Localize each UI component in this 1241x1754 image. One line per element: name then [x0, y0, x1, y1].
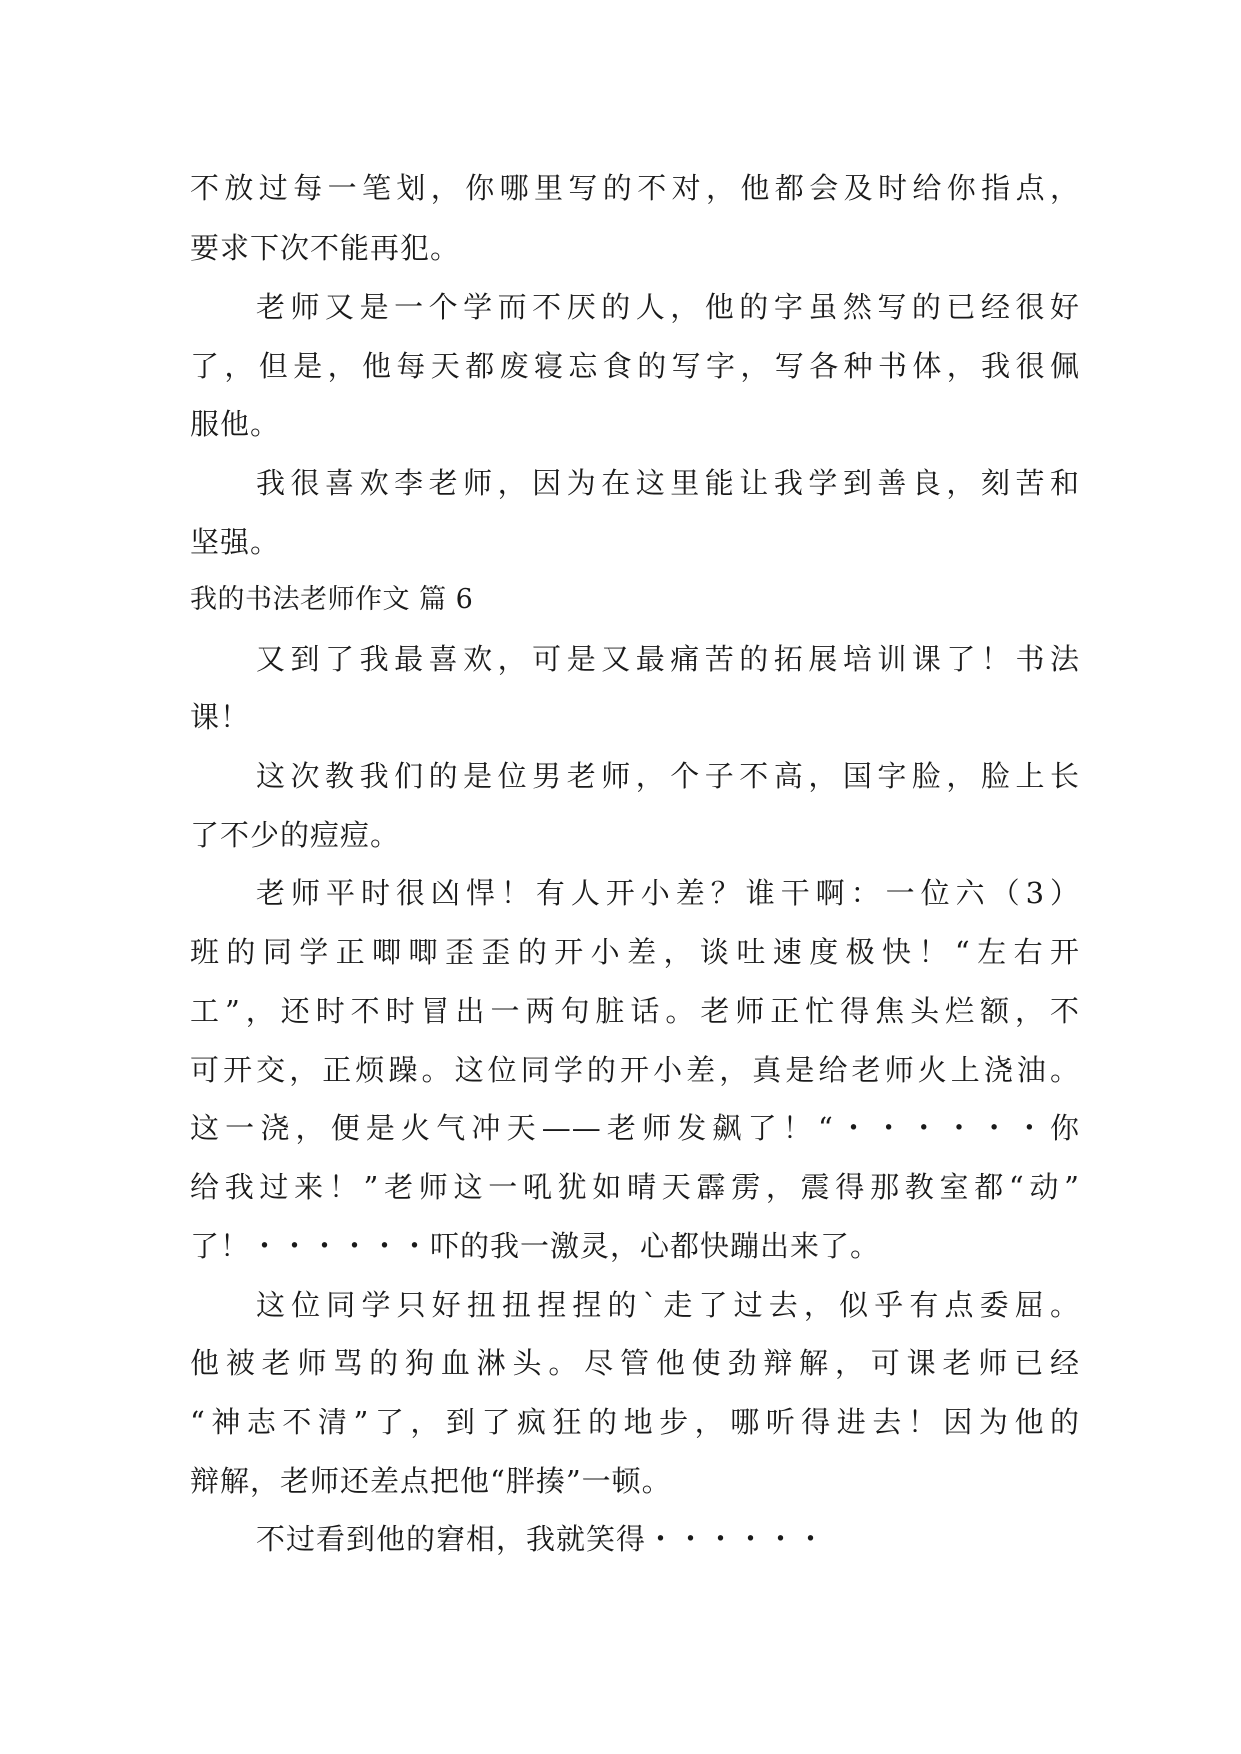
text-line: 课！ — [190, 700, 251, 734]
text-line: 工”，还时不时冒出一两句脏话。老师正忙得焦头烂额，不 — [190, 994, 1080, 1028]
text-line: 要求下次不能再犯。 — [190, 231, 461, 265]
text-line: “神志不清”了，到了疯狂的地步，哪听得进去！因为他的 — [190, 1405, 1080, 1439]
text-line: 班的同学正唧唧歪歪的开小差，谈吐速度极快！“左右开 — [190, 935, 1080, 969]
text-line: 不放过每一笔划，你哪里写的不对，他都会及时给你指点， — [190, 171, 1080, 205]
text-line: 了！・・・・・・吓的我一激灵，心都快蹦出来了。 — [190, 1229, 881, 1263]
text-line: 给我过来！”老师这一吼犹如晴天霹雳，震得那教室都“动” — [190, 1170, 1080, 1204]
text-line: 可开交，正烦躁。这位同学的开小差，真是给老师火上浇油。 — [190, 1053, 1080, 1087]
paragraph-first-line: 我很喜欢李老师，因为在这里能让我学到善良，刻苦和 — [256, 466, 1080, 500]
section-heading: 我的书法老师作文 篇 6 — [190, 584, 474, 615]
paragraph-first-line: 老师又是一个学而不厌的人，他的字虽然写的已经很好 — [256, 290, 1080, 324]
paragraph-first-line: 这位同学只好扭扭捏捏的`走了过去，似乎有点委屈。 — [256, 1288, 1080, 1322]
paragraph-first-line: 老师平时很凶悍！有人开小差？谁干啊：一位六（3） — [256, 876, 1080, 910]
text-line: 他被老师骂的狗血淋头。尽管他使劲辩解，可课老师已经 — [190, 1346, 1080, 1380]
text-line: 坚强。 — [190, 525, 281, 559]
paragraph-first-line: 又到了我最喜欢，可是又最痛苦的拓展培训课了！书法 — [256, 642, 1080, 676]
paragraph-first-line: 这次教我们的是位男老师，个子不高，国字脸，脸上长 — [256, 759, 1080, 793]
text-line: 辩解，老师还差点把他“胖揍”一顿。 — [190, 1464, 672, 1498]
text-line: 这一浇，便是火气冲天——老师发飙了！“・・・・・・你 — [190, 1111, 1080, 1145]
text-line: 了不少的痘痘。 — [190, 818, 401, 852]
text-line: 服他。 — [190, 407, 281, 441]
text-line: 了，但是，他每天都废寝忘食的写字，写各种书体，我很佩 — [190, 349, 1080, 383]
paragraph-first-line: 不过看到他的窘相，我就笑得・・・・・・ — [256, 1522, 827, 1556]
